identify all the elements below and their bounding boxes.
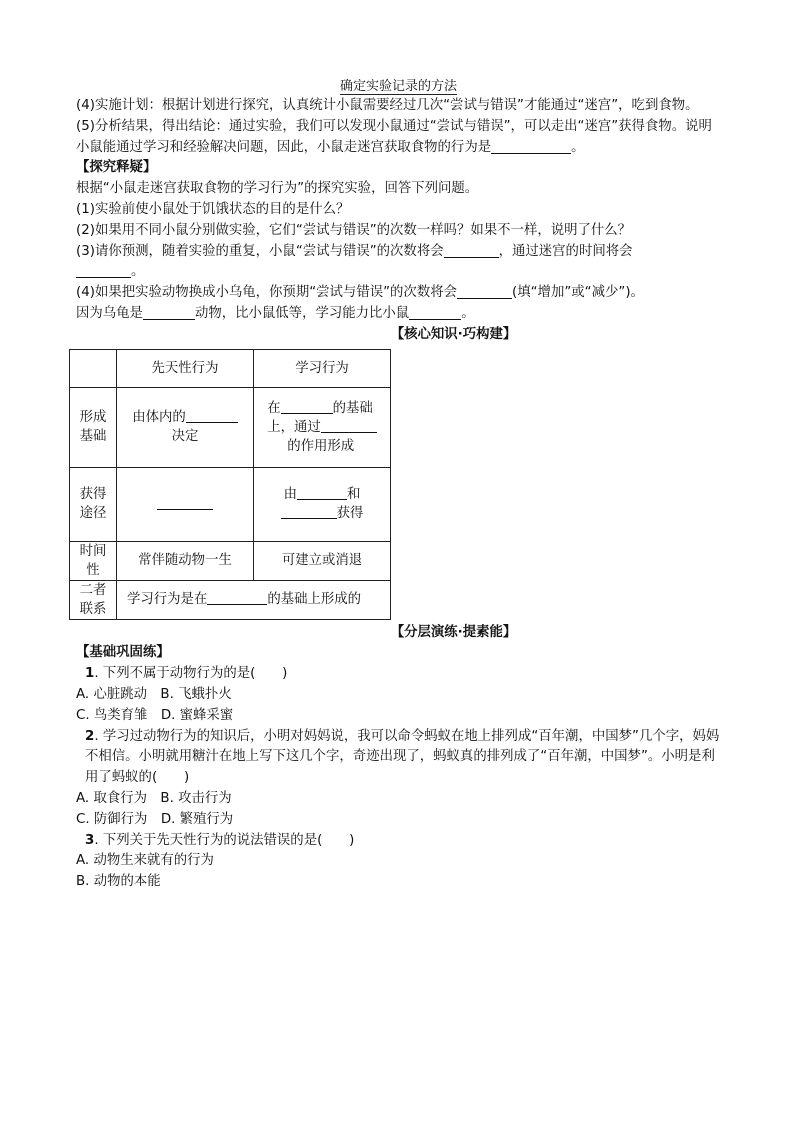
question-1-options-cd: C. 鸟类育雏 D. 蜜蜂采蜜 — [76, 707, 234, 723]
explore-title: 【探究释疑】 — [76, 160, 157, 176]
answer-blank[interactable] — [281, 400, 333, 414]
table-cell: 由体内的 决定 — [117, 387, 254, 467]
core-title: 【核心知识·巧构建】 — [390, 326, 517, 342]
table-cell: 可建立或消退 — [254, 541, 391, 580]
practice-subtitle: 【基础巩固练】 — [76, 645, 170, 661]
answer-blank[interactable] — [444, 243, 499, 258]
explore-q4: (4)如果把实验动物换成小乌龟，你预期“尝试与错误”的次数将会 (填“增加”或“减少”)。 — [76, 285, 644, 301]
answer-blank[interactable] — [157, 496, 213, 510]
table-cell: 常伴随动物一生 — [117, 541, 254, 580]
question-3-option-a: A. 动物生来就有的行为 — [76, 853, 214, 869]
explore-q3: (3)请你预测，随着实验的重复，小鼠“尝试与错误”的次数将会 ，通过迷宫的时间将会 — [76, 243, 633, 259]
answer-blank[interactable] — [281, 505, 337, 519]
table-header: 学习行为 — [254, 349, 391, 387]
explore-q3-cont: 。 — [76, 262, 721, 283]
question-3: 3. 下列关于先天性行为的说法错误的是( ) — [85, 832, 355, 848]
explore-q1: (1)实验前使小鼠处于饥饿状态的目的是什么？ — [76, 201, 350, 217]
answer-blank[interactable] — [457, 284, 512, 299]
question-1: 1. 下列不属于动物行为的是( ) — [85, 666, 288, 682]
table-row — [70, 387, 391, 467]
row-label: 形成基础 — [70, 387, 117, 467]
answer-blank[interactable] — [207, 591, 267, 605]
table-row — [70, 467, 391, 541]
page-header — [76, 78, 721, 96]
table-row — [70, 580, 391, 619]
worksheet-page — [76, 78, 721, 893]
knowledge-table — [69, 349, 391, 620]
question-2: 2. 学习过动物行为的知识后，小明对妈妈说，我可以命令蚂蚁在地上排列成“百年潮，中国梦”几个字，妈妈不相信。小明就用糖汁在地上写下这几个字，奇迹出现了，蚂蚁真的排列成了“百年潮，中国梦”。小明是利用了蚂蚁的( ) — [85, 728, 720, 786]
table-cell: 在 的基础 上，通过 的作用形成 — [254, 387, 391, 467]
answer-blank[interactable] — [186, 409, 238, 423]
table-cell — [117, 467, 254, 541]
explore-q4-cont: 因为乌龟是 动物，比小鼠低等，学习能力比小鼠 。 — [76, 305, 475, 321]
question-2-options-ab: A. 取食行为 B. 攻击行为 — [76, 790, 232, 806]
row-label: 时间性 — [70, 541, 117, 580]
answer-blank[interactable] — [491, 139, 571, 154]
step-4: (4)实施计划：根据计划进行探究，认真统计小鼠需要经过几次“尝试与错误”才能通过“迷宫”，吃到食物。 — [76, 98, 699, 113]
table-cell: 由 和 获得 — [254, 467, 391, 541]
question-1-options-ab: A. 心脏跳动 B. 飞蛾扑火 — [76, 686, 232, 702]
answer-blank[interactable] — [297, 486, 347, 500]
explore-q2: (2)如果用不同小鼠分别做实验，它们“尝试与错误”的次数一样吗？如果不一样，说明了什么？ — [76, 222, 632, 238]
answer-blank[interactable] — [409, 305, 461, 320]
answer-blank[interactable] — [321, 419, 377, 433]
table-cell: 学习行为是在 的基础上形成的 — [117, 580, 391, 619]
question-2-options-cd: C. 防御行为 D. 繁殖行为 — [76, 811, 234, 827]
table-row — [70, 349, 391, 387]
row-label: 获得途径 — [70, 467, 117, 541]
table-corner — [70, 349, 117, 387]
answer-blank[interactable] — [143, 305, 195, 320]
explore-intro: 根据“小鼠走迷宫获取食物的学习行为”的探究实验，回答下列问题。 — [76, 181, 479, 197]
step-5: (5)分析结果，得出结论：通过实验，我们可以发现小鼠通过“尝试与错误”，可以走出“迷宫”获得食物。说明小鼠能通过学习和经验解决问题，因此，小鼠走迷宫获取食物的行为是 。 — [76, 118, 712, 155]
answer-blank[interactable] — [76, 263, 131, 278]
header-text: 确定实验记录的方法 — [339, 79, 457, 94]
question-3-option-b: B. 动物的本能 — [76, 874, 161, 890]
table-row — [70, 541, 391, 580]
table-header: 先天性行为 — [117, 349, 254, 387]
practice-title: 【分层演练·提素能】 — [390, 624, 517, 640]
row-label: 二者联系 — [70, 580, 117, 619]
